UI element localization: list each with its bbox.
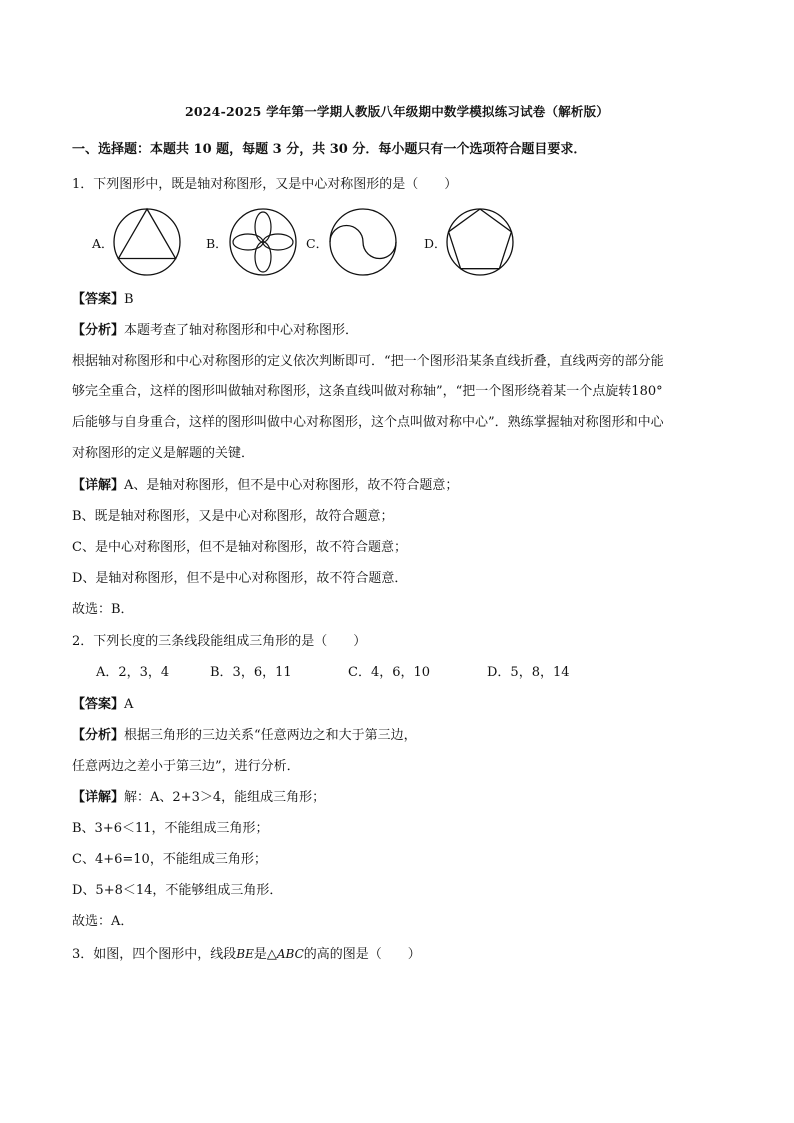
q2-option-a: A．2，3，4 [96,665,170,680]
q2-detail-first [72,788,732,808]
q2-detail-line: C、4+6=10，不能组成三角形； [72,852,267,867]
rotation-angle: 180° [631,384,663,399]
question-1-stem: 1．下列图形中，既是轴对称图形，又是中心对称图形的是（ ） [72,177,458,192]
q2-detail-line: B、3+6＜11，不能组成三角形； [72,821,269,836]
q1-option-c-label: C． [306,236,329,251]
q3-stem-text: 是△ [253,947,277,962]
detail-label: 【详解】 [72,478,125,493]
segment-label: BE [236,947,254,961]
q2-answer [72,695,732,715]
answer-value: A [124,697,134,712]
analysis-label: 【分析】 [72,323,125,338]
q1-answer [72,290,732,310]
q2-analysis-first [72,726,732,746]
q1-analysis-line: 后能够与自身重合，这样的图形叫做中心对称图形，这个点叫做对称中心”．熟练掌握轴对称图形和中心 [72,415,664,430]
q1-analysis-first [72,321,732,341]
triangle-label: ABC [276,947,304,961]
analysis-label: 【分析】 [72,728,125,743]
question-3-stem [72,944,732,965]
question-2-stem: 2．下列长度的三条线段能组成三角形的是（ ） [72,634,367,649]
q1-figure-c [328,207,398,277]
q1-option-b-label: B． [206,236,228,251]
analysis-text: 根据三角形的三边关系“任意两边之和大于第三边， [124,728,417,743]
detail-label: 【详解】 [72,790,125,805]
q1-analysis-line [72,382,732,402]
q2-option-d: D．5，8，14 [487,665,570,680]
answer-value: B [124,292,134,307]
q2-option-c: C．4，6，10 [348,665,431,680]
document-title: 2024-2025 学年第一学期人教版八年级期中数学模拟练习试卷（解析版） [184,104,610,119]
q1-option-d-label: D． [424,236,447,251]
q1-detail-line: C、是中心对称图形，但不是轴对称图形，故不符合题意； [72,540,407,555]
detail-text: 解：A、2+3＞4，能组成三角形； [124,790,326,805]
q2-detail-line: D、5+8＜14，不能够组成三角形． [72,883,283,898]
q1-figure-a [112,207,182,277]
answer-label: 【答案】 [72,292,125,307]
q1-conclusion: 故选：B． [72,602,134,617]
q1-figure-d [445,207,515,277]
q2-analysis-line: 任意两边之差小于第三边”，进行分析． [72,759,300,774]
analysis-text: 本题考查了轴对称图形和中心对称图形． [124,323,359,338]
q3-stem-text: 3．如图，四个图形中，线段 [72,947,237,962]
q2-conclusion: 故选：A． [72,914,134,929]
q1-analysis-line: 根据轴对称图形和中心对称图形的定义依次判断即可．“把一个图形沿某条直线折叠，直线两旁的部分能 [72,354,664,369]
q1-detail-line: D、是轴对称图形，但不是中心对称图形，故不符合题意． [72,571,408,586]
section-heading: 一、选择题：本题共 10 题，每题 3 分，共 30 分．每小题只有一个选项符合题目要求． [72,142,587,157]
q1-analysis-line: 对称图形的定义是解题的关键． [72,446,255,461]
detail-text: A、是轴对称图形，但不是中心对称图形，故不符合题意； [124,478,459,493]
answer-label: 【答案】 [72,697,125,712]
analysis-text: 够完全重合，这样的图形叫做轴对称图形，这条直线叫做对称轴”，“把一个图形绕着某一个点旋转 [72,384,632,399]
q1-figure-b [228,207,298,277]
q1-detail-line: B、既是轴对称图形，又是中心对称图形，故符合题意； [72,509,394,524]
q3-stem-text: 的高的图是（ ） [303,947,421,962]
q2-option-b: B．3，6，11 [210,665,292,680]
q1-option-a-label: A． [92,236,114,251]
q1-detail-first [72,476,732,496]
